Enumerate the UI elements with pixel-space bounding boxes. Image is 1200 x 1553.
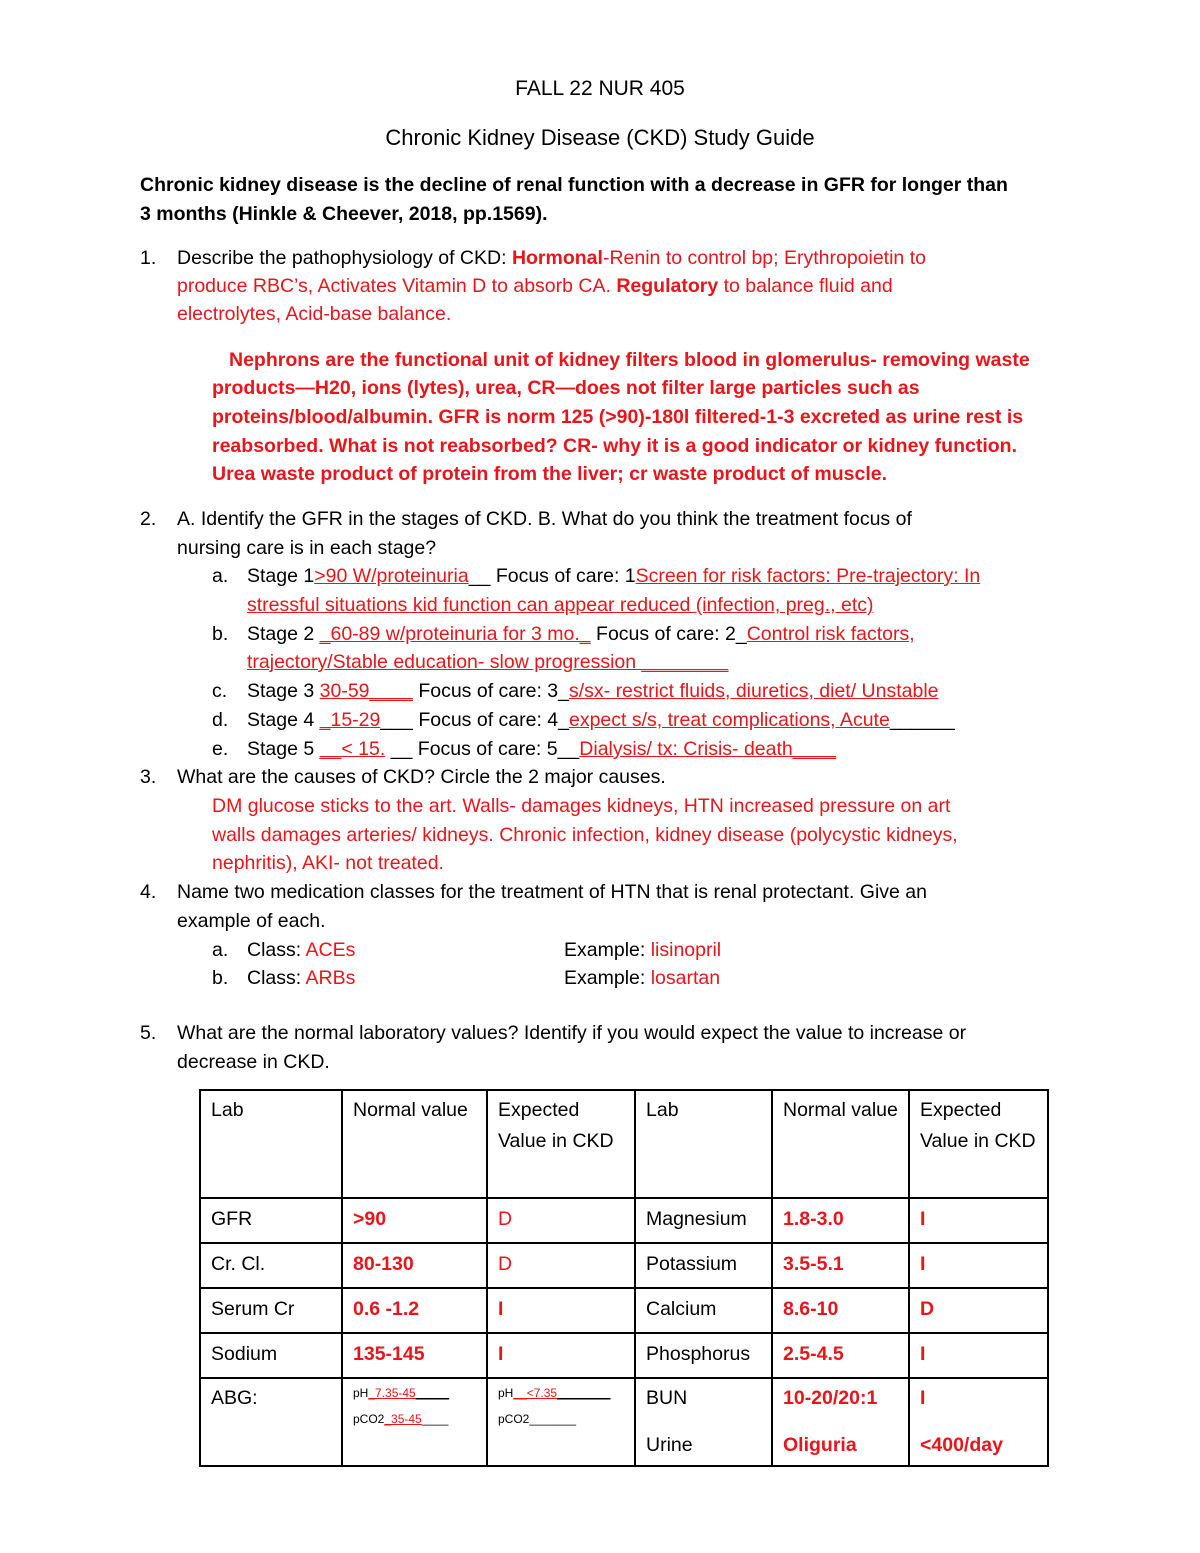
pco2-ckd-label: pCO2 bbox=[498, 1412, 530, 1426]
header-cell: Normal value bbox=[772, 1090, 909, 1198]
q1-line2-a: produce RBC’s, Activates Vitamin D to absorb CA. bbox=[177, 275, 617, 297]
stage-5-line bbox=[247, 735, 836, 763]
lab-name-cell: Calcium bbox=[635, 1288, 772, 1333]
abg-pco2-normal bbox=[353, 1409, 476, 1429]
table-row bbox=[200, 1333, 1048, 1378]
q1-hormonal-label: Hormonal bbox=[511, 247, 603, 269]
normal-value-cell: 135-145 bbox=[342, 1333, 487, 1378]
stage-4-focus-blank: ______ bbox=[889, 709, 955, 731]
q4-number: 4. bbox=[140, 881, 157, 903]
q1-para-line-1: Nephrons are the functional unit of kidney filters blood in glomerulus- removing waste bbox=[229, 349, 1030, 371]
table-row bbox=[200, 1198, 1048, 1243]
normal-value-cell: 1.8-3.0 bbox=[772, 1198, 909, 1243]
q5-line-2: decrease in CKD. bbox=[177, 1051, 330, 1073]
q4-line-2: example of each. bbox=[177, 910, 326, 932]
q1-number: 1. bbox=[140, 247, 157, 269]
q4-item-a-class-value: ACEs bbox=[305, 939, 356, 961]
stage-5-focus-label: Focus of care: 5__ bbox=[412, 738, 580, 760]
lab-name-cell: Magnesium bbox=[635, 1198, 772, 1243]
stage-2-gfr: _60-89 w/proteinuria for 3 mo._ bbox=[319, 623, 591, 645]
urine-label: Urine bbox=[646, 1434, 693, 1456]
q4-item-a-class-label: Class: bbox=[247, 939, 306, 961]
q4-item-a-example-value: lisinopril bbox=[650, 939, 722, 961]
q4-item-a-example-label: Example: bbox=[564, 939, 651, 961]
q4-item-a-class bbox=[247, 936, 355, 964]
stage-4-focus-label: Focus of care: 4_ bbox=[412, 709, 569, 731]
q1-para-line-2: products—H20, ions (lytes), urea, CR—does not filter large particles such as bbox=[212, 377, 920, 399]
q1-para-line-3: proteins/blood/albumin. GFR is norm 125 (>90)-180l filtered-1-3 excreted as urine rest is bbox=[212, 406, 1024, 428]
q3-answer-line-1: DM glucose sticks to the art. Walls- damages kidneys, HTN increased pressure on art bbox=[212, 795, 951, 817]
q3-answer-line-3: nephritis), AKI- not treated. bbox=[212, 852, 444, 874]
header-cell: Normal value bbox=[342, 1090, 487, 1198]
stage-1-line bbox=[247, 562, 980, 590]
expected-value-cell: I bbox=[909, 1198, 1048, 1243]
q1-line2-b: to balance fluid and bbox=[718, 275, 893, 297]
bun-label: BUN bbox=[646, 1387, 688, 1409]
q3-answer-line-2: walls damages arteries/ kidneys. Chronic infection, kidney disease (polycystic kidneys, bbox=[212, 824, 958, 846]
stage-3-gfr-blank: ____ bbox=[369, 680, 413, 702]
normal-value-cell: 80-130 bbox=[342, 1243, 487, 1288]
expected-value-cell: D bbox=[487, 1198, 635, 1243]
intro-line-1: Chronic kidney disease is the decline of renal function with a decrease in GFR for longer than bbox=[140, 174, 1008, 196]
q3-number: 3. bbox=[140, 766, 157, 788]
bun-urine-label-cell bbox=[635, 1378, 772, 1466]
q4-item-a-example bbox=[564, 936, 721, 964]
q4-item-b-class-label: Class: bbox=[247, 967, 306, 989]
stage-3-gfr: 30-59 bbox=[319, 680, 370, 702]
lab-name-cell: Sodium bbox=[200, 1333, 342, 1378]
q4-item-b-class bbox=[247, 964, 355, 992]
stage-1-letter: a. bbox=[212, 565, 229, 587]
q2-number: 2. bbox=[140, 508, 157, 530]
pco2-normal-blank: ____ bbox=[421, 1412, 449, 1426]
lab-name-cell: Serum Cr bbox=[200, 1288, 342, 1333]
q1-line-2 bbox=[177, 272, 893, 300]
q1-line-3: electrolytes, Acid-base balance. bbox=[177, 303, 452, 325]
stage-4-label: Stage 4 bbox=[247, 709, 320, 731]
normal-value-cell: 2.5-4.5 bbox=[772, 1333, 909, 1378]
stage-1-gfr-blank: __ bbox=[468, 565, 491, 587]
abg-ckd-cell bbox=[487, 1378, 635, 1466]
header-cell: Expected Value in CKD bbox=[487, 1090, 635, 1198]
abg-normal-cell bbox=[342, 1378, 487, 1466]
abg-ph-ckd bbox=[498, 1383, 624, 1403]
stage-4-gfr-blank: ___ bbox=[380, 709, 413, 731]
stage-5-label: Stage 5 bbox=[247, 738, 320, 760]
q4-item-b-example-value: losartan bbox=[650, 967, 721, 989]
abg-ph-normal bbox=[353, 1383, 476, 1403]
ph-normal-blank: _____ bbox=[415, 1386, 450, 1400]
intro-line-2: 3 months (Hinkle & Cheever, 2018, pp.1569). bbox=[140, 203, 548, 225]
q1-para-line-4: reabsorbed. What is not reabsorbed? CR- why it is a good indicator or kidney function. bbox=[212, 435, 1017, 457]
expected-value-cell: D bbox=[487, 1243, 635, 1288]
stage-3-label: Stage 3 bbox=[247, 680, 320, 702]
abg-label-cell: ABG: bbox=[200, 1378, 342, 1466]
stage-1-focus: Screen for risk factors: Pre-trajectory: In bbox=[635, 565, 981, 587]
q1-line1-rest: -Renin to control bp; Erythropoietin to bbox=[602, 247, 926, 269]
normal-value-cell: 3.5-5.1 bbox=[772, 1243, 909, 1288]
stage-2-line bbox=[247, 620, 915, 648]
table-row bbox=[200, 1243, 1048, 1288]
q4-item-a-letter: a. bbox=[212, 939, 229, 961]
ph-label: pH bbox=[353, 1386, 369, 1400]
bun-expected: I bbox=[920, 1387, 926, 1409]
lab-name-cell: Cr. Cl. bbox=[200, 1243, 342, 1288]
q4-item-b-class-value: ARBs bbox=[305, 967, 356, 989]
stage-1-focus-label: Focus of care: 1 bbox=[490, 565, 636, 587]
stage-1-label: Stage 1 bbox=[247, 565, 315, 587]
expected-value-cell: D bbox=[909, 1288, 1048, 1333]
q1-question: Describe the pathophysiology of CKD: bbox=[177, 247, 512, 269]
pco2-normal-value: _35-45 bbox=[384, 1412, 422, 1426]
pco2-label: pCO2 bbox=[353, 1412, 385, 1426]
stage-2-focus: Control risk factors, bbox=[746, 623, 915, 645]
lab-values-table bbox=[199, 1089, 1049, 1467]
stage-3-focus-label: Focus of care: 3_ bbox=[412, 680, 569, 702]
stage-4-letter: d. bbox=[212, 709, 229, 731]
bun-urine-value-cell bbox=[772, 1378, 909, 1466]
q5-number: 5. bbox=[140, 1022, 157, 1044]
stage-3-line bbox=[247, 677, 939, 705]
expected-value-cell: I bbox=[909, 1243, 1048, 1288]
stage-5-gfr-blank: __ bbox=[385, 738, 413, 760]
q2-line-1: A. Identify the GFR in the stages of CKD. B. What do you think the treatment focus of bbox=[177, 508, 912, 530]
table-header-row bbox=[200, 1090, 1048, 1198]
q4-item-b-letter: b. bbox=[212, 967, 229, 989]
table-row-abg bbox=[200, 1378, 1048, 1466]
q1-para-line-5: Urea waste product of protein from the liver; cr waste product of muscle. bbox=[212, 463, 888, 485]
q4-line-1: Name two medication classes for the treatment of HTN that is renal protectant. Give an bbox=[177, 881, 927, 903]
ph-ckd-value: __<7.35 bbox=[513, 1386, 558, 1400]
q1-line-1 bbox=[177, 244, 926, 272]
stage-3-letter: c. bbox=[212, 680, 228, 702]
q4-item-b-example bbox=[564, 964, 720, 992]
q3-question: What are the causes of CKD? Circle the 2 major causes. bbox=[177, 766, 666, 788]
expected-value-cell: I bbox=[487, 1288, 635, 1333]
stage-3-focus: s/sx- restrict fluids, diuretics, diet/ Unstable bbox=[568, 680, 939, 702]
table-row bbox=[200, 1288, 1048, 1333]
stage-5-gfr: __< 15. bbox=[319, 738, 386, 760]
ph-ckd-label: pH bbox=[498, 1386, 514, 1400]
stage-2-label: Stage 2 bbox=[247, 623, 320, 645]
stage-2-letter: b. bbox=[212, 623, 229, 645]
lab-name-cell: GFR bbox=[200, 1198, 342, 1243]
q5-line-1: What are the normal laboratory values? Identify if you would expect the value to increase or bbox=[177, 1022, 967, 1044]
abg-pco2-ckd bbox=[498, 1409, 624, 1429]
bun-urine-expected-cell bbox=[909, 1378, 1048, 1466]
expected-value-cell: I bbox=[909, 1333, 1048, 1378]
stage-4-focus: expect s/s, treat complications, Acute bbox=[568, 709, 890, 731]
ph-normal-value: _7.35-45 bbox=[368, 1386, 416, 1400]
lab-name-cell: Potassium bbox=[635, 1243, 772, 1288]
normal-value-cell: 0.6 -1.2 bbox=[342, 1288, 487, 1333]
course-heading: FALL 22 NUR 405 bbox=[515, 77, 685, 100]
stage-4-gfr: _15-29 bbox=[319, 709, 381, 731]
stage-1-gfr: >90 W/proteinuria bbox=[314, 565, 469, 587]
normal-value-cell: >90 bbox=[342, 1198, 487, 1243]
ph-ckd-blank: ________ bbox=[557, 1386, 611, 1400]
bun-value: 10-20/20:1 bbox=[783, 1387, 878, 1409]
stage-5-focus: Dialysis/ tx: Crisis- death____ bbox=[579, 738, 837, 760]
normal-value-cell: 8.6-10 bbox=[772, 1288, 909, 1333]
q1-regulatory-label: Regulatory bbox=[616, 275, 719, 297]
urine-expected: <400/day bbox=[920, 1434, 1003, 1456]
urine-value: Oliguria bbox=[783, 1434, 857, 1456]
header-cell: Expected Value in CKD bbox=[909, 1090, 1048, 1198]
page-title: Chronic Kidney Disease (CKD) Study Guide bbox=[385, 125, 815, 150]
header-cell: Lab bbox=[200, 1090, 342, 1198]
header-cell: Lab bbox=[635, 1090, 772, 1198]
q4-item-b-example-label: Example: bbox=[564, 967, 651, 989]
stage-2-focus-cont: trajectory/Stable education- slow progression ________ bbox=[247, 651, 729, 673]
stage-1-focus-cont: stressful situations kid function can appear reduced (infection, preg., etc) bbox=[247, 594, 874, 616]
stage-5-letter: e. bbox=[212, 738, 229, 760]
expected-value-cell: I bbox=[487, 1333, 635, 1378]
stage-2-focus-label: Focus of care: 2_ bbox=[590, 623, 747, 645]
stage-4-line bbox=[247, 706, 955, 734]
q2-line-2: nursing care is in each stage? bbox=[177, 537, 437, 559]
lab-name-cell: Phosphorus bbox=[635, 1333, 772, 1378]
pco2-ckd-blank: _______ bbox=[529, 1412, 577, 1426]
